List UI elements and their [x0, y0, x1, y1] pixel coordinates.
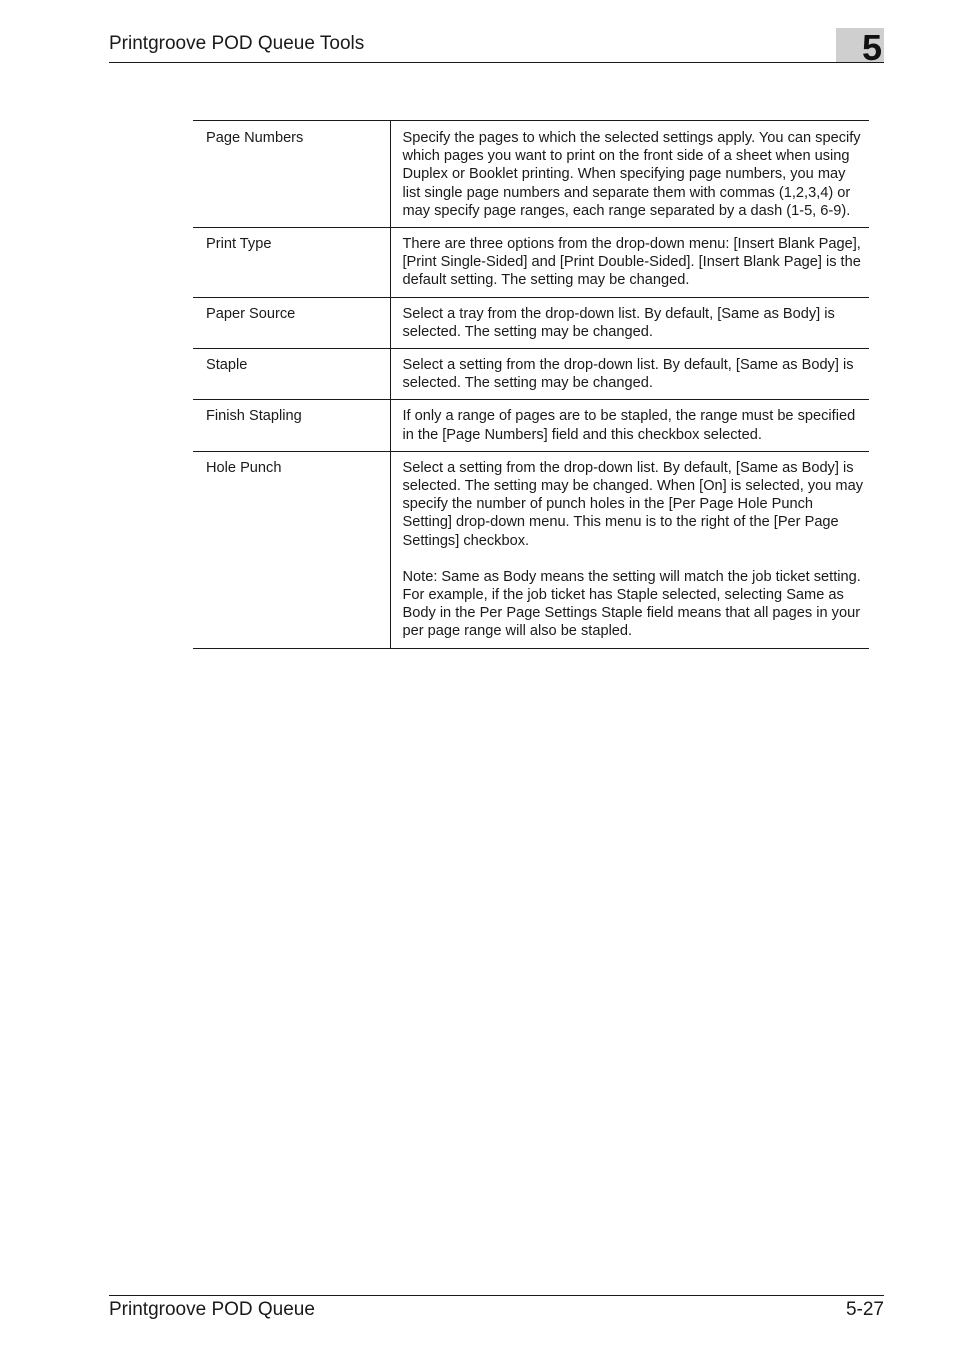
row-description — [390, 349, 869, 400]
table-row — [193, 349, 869, 400]
table-row — [193, 400, 869, 451]
row-label: Finish Stapling — [193, 400, 390, 451]
footer-divider — [109, 1295, 884, 1296]
description-paragraph: Select a tray from the drop-down list. By default, [Same as Body] is selected. The setting may be changed. — [402, 305, 835, 340]
row-label: Hole Punch — [193, 451, 390, 648]
chapter-number: 5 — [861, 27, 882, 68]
page-footer-title: Printgroove POD Queue — [109, 1299, 315, 1320]
row-description — [390, 121, 869, 228]
description-paragraph: Select a setting from the drop-down list. By default, [Same as Body] is selected. The setting may be changed. — [402, 357, 854, 392]
description-paragraph: Specify the pages to which the selected settings apply. You can specify which pages you want to print on the front side of a sheet when using Duplex or Booklet printing. When specifying page numbers, you may list single page numbers and separate them with commas (1,2,3,4) or may specify page ranges, each range separated by a dash (1-5, 6-9). — [402, 130, 861, 219]
table-row — [193, 228, 869, 298]
row-label: Print Type — [193, 228, 390, 298]
row-label: Page Numbers — [193, 121, 390, 228]
table-row — [193, 121, 869, 228]
settings-table — [193, 120, 869, 649]
chapter-tab — [836, 27, 884, 68]
table-row — [193, 451, 869, 648]
description-paragraph: There are three options from the drop-down menu: [Insert Blank Page], [Print Single-Sided] and [Print Double-Sided]. [Insert Blank Page] is the default setting. The setting may be changed. — [402, 236, 861, 289]
row-description — [390, 297, 869, 348]
description-paragraph: If only a range of pages are to be stapled, the range must be specified in the [Page Numbers] field and this checkbox selected. — [402, 408, 856, 443]
row-description — [390, 451, 869, 648]
row-label: Staple — [193, 349, 390, 400]
header-divider — [109, 62, 884, 63]
page-number: 5-27 — [845, 1299, 884, 1320]
row-label: Paper Source — [193, 297, 390, 348]
note-paragraph: Note: Same as Body means the setting will match the job ticket setting. For example, if the job ticket has Staple selected, selecting Same as Body in the Per Page Settings Staple field means that all pages in your per page range will also be stapled. — [402, 568, 861, 640]
row-description — [390, 400, 869, 451]
page-header-title: Printgroove POD Queue Tools — [109, 33, 365, 54]
description-paragraph: Select a setting from the drop-down list. By default, [Same as Body] is selected. The setting may be changed. When [On] is selected, you may specify the number of punch holes in the [Per Page Hole Punch Setting] drop-down menu. This menu is to the right of the [Per Page Settings] checkbox. — [402, 459, 863, 549]
row-description — [390, 228, 869, 298]
table-row — [193, 297, 869, 348]
